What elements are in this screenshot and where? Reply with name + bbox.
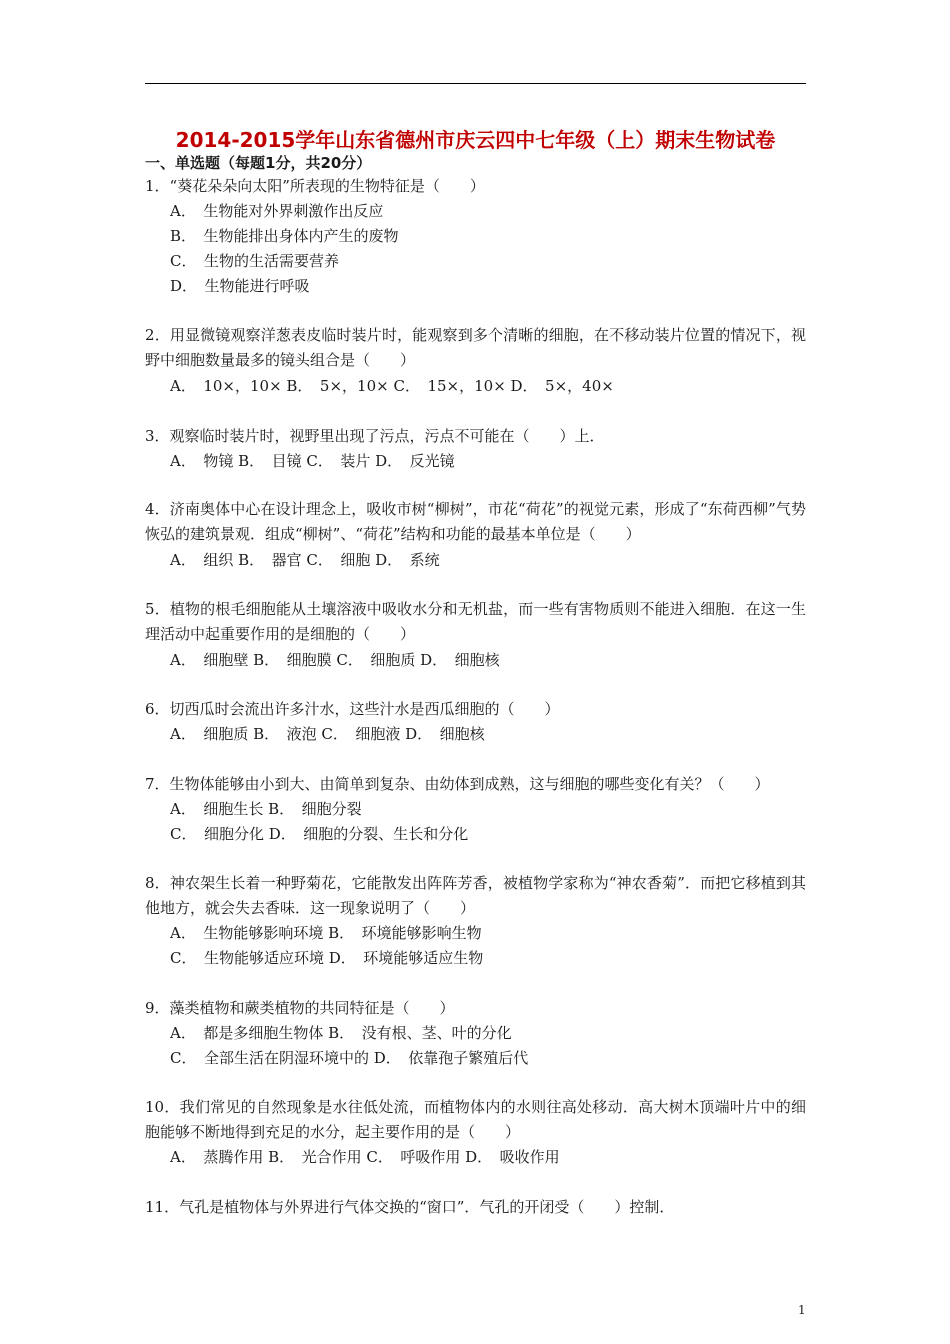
header-rule <box>145 83 806 84</box>
question-4-options: A． 组织 B． 器官 C． 细胞 D． 系统 <box>170 551 440 569</box>
question-8-options-cd: C． 生物能够适应环境 D． 环境能够适应生物 <box>170 949 484 967</box>
question-5-stem: 5．植物的根毛细胞能从土壤溶液中吸收水分和无机盐，而一些有害物质则不能进入细胞．在这一生理活动中起重要作用的是细胞的（ ） <box>145 600 806 643</box>
question-1-option-c: C． 生物的生活需要营养 <box>170 252 339 270</box>
exam-title: 2014-2015学年山东省德州市庆云四中七年级（上）期末生物试卷 <box>175 128 776 152</box>
question-8-stem: 8．神农架生长着一种野菊花，它能散发出阵阵芳香，被植物学家称为“神农香菊”．而把它移植到其他地方，就会失去香味．这一现象说明了（ ） <box>145 874 806 917</box>
question-7-stem: 7．生物体能够由小到大、由简单到复杂、由幼体到成熟，这与细胞的哪些变化有关？（ ） <box>145 775 770 793</box>
question-10-stem: 10．我们常见的自然现象是水往低处流，而植物体内的水则往高处移动．高大树木顶端叶片中的细胞能够不断地得到充足的水分，起主要作用的是（ ） <box>145 1098 806 1141</box>
question-2-stem: 2．用显微镜观察洋葱表皮临时装片时，能观察到多个清晰的细胞，在不移动装片位置的情况下，视野中细胞数量最多的镜头组合是（ ） <box>145 326 806 369</box>
question-7-options-cd: C． 细胞分化 D． 细胞的分裂、生长和分化 <box>170 825 469 843</box>
question-3-options: A． 物镜 B． 目镜 C． 装片 D． 反光镜 <box>170 452 455 470</box>
question-10-options: A． 蒸腾作用 B． 光合作用 C． 呼吸作用 D． 吸收作用 <box>170 1148 560 1166</box>
question-9-options-ab: A． 都是多细胞生物体 B． 没有根、茎、叶的分化 <box>170 1024 512 1042</box>
question-9-stem: 9．藻类植物和蕨类植物的共同特征是（ ） <box>145 999 455 1017</box>
question-8-options-ab: A． 生物能够影响环境 B． 环境能够影响生物 <box>170 924 482 942</box>
question-7-options-ab: A． 细胞生长 B． 细胞分裂 <box>170 800 362 818</box>
question-3-stem: 3．观察临时装片时，视野里出现了污点，污点不可能在（ ）上． <box>145 427 605 445</box>
question-6-options: A． 细胞质 B． 液泡 C． 细胞液 D． 细胞核 <box>170 725 485 743</box>
question-1-option-b: B． 生物能排出身体内产生的废物 <box>170 227 399 245</box>
question-1-stem: 1．“葵花朵朵向太阳”所表现的生物特征是（ ） <box>145 177 485 195</box>
question-4-stem: 4．济南奥体中心在设计理念上，吸收市树“柳树”，市花“荷花”的视觉元素，形成了“东荷西柳”气势恢弘的建筑景观．组成“柳树”、“荷花”结构和功能的最基本单位是（ ） <box>145 500 806 543</box>
question-9-options-cd: C． 全部生活在阴湿环境中的 D． 依靠孢子繁殖后代 <box>170 1049 529 1067</box>
question-11-stem: 11．气孔是植物体与外界进行气体交换的“窗口”．气孔的开闭受（ ）控制． <box>145 1198 675 1216</box>
section-heading: 一、单选题（每题1分，共20分） <box>145 154 372 172</box>
question-5-options: A． 细胞壁 B． 细胞膜 C． 细胞质 D． 细胞核 <box>170 651 500 669</box>
question-2-options: A． 10×，10× B． 5×，10× C． 15×，10× D． 5×，40× <box>170 377 614 395</box>
question-1-option-a: A． 生物能对外界刺激作出反应 <box>170 202 384 220</box>
page-number: 1 <box>798 1303 806 1317</box>
question-6-stem: 6．切西瓜时会流出许多汁水，这些汁水是西瓜细胞的（ ） <box>145 700 560 718</box>
question-1-option-d: D． 生物能进行呼吸 <box>170 277 310 295</box>
